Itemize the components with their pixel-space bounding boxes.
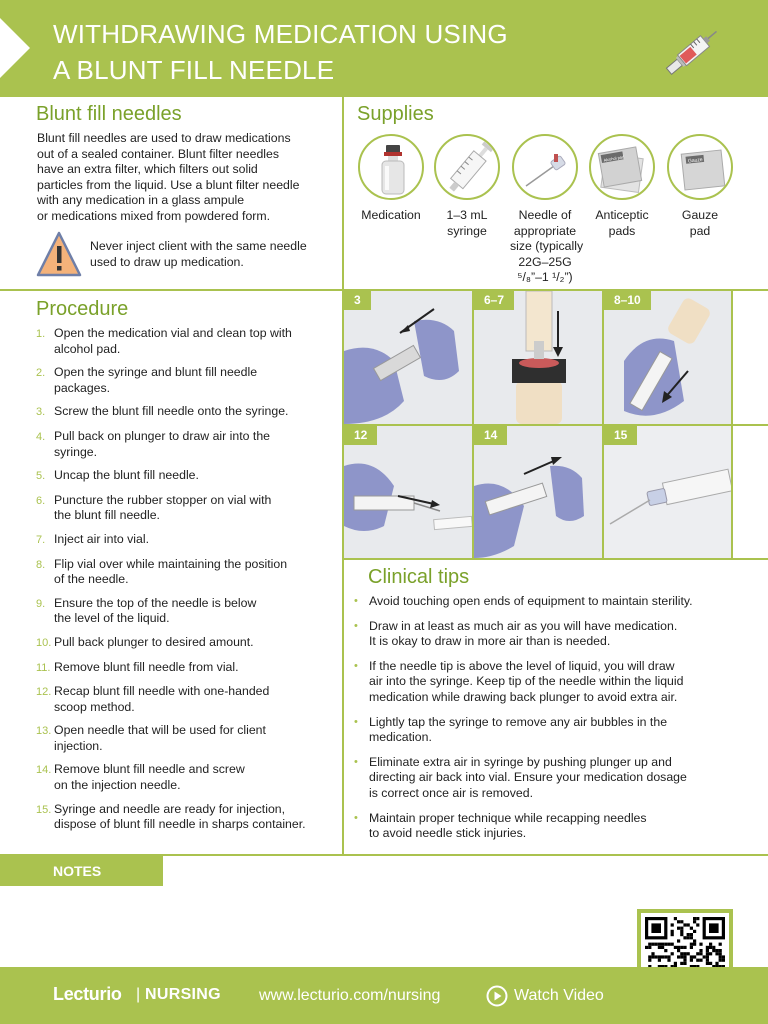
- blunt-section-title: Blunt fill needles: [36, 103, 182, 125]
- change-needle-illustration: [474, 426, 602, 558]
- photo-step-14: [474, 426, 602, 558]
- procedure-step: 10. Pull back plunger to desired amount.: [36, 634, 254, 649]
- footer-separator: |: [136, 986, 141, 1003]
- tip-item: • Eliminate extra air in syringe by pushing plunger up and directing air back into vial. Ensure your medication dosage is correct once air is removed.: [354, 754, 687, 800]
- alcohol-pad-icon: [591, 136, 655, 200]
- tip-item: • Lightly tap the syringe to remove any air bubbles in the medication.: [354, 714, 668, 745]
- photo-step-15: [604, 426, 731, 558]
- supply-medication: Medication: [356, 134, 426, 224]
- procedure-step: 1. Open the medication vial and clean top with alcohol pad.: [36, 326, 292, 356]
- procedure-section-title: Procedure: [36, 298, 129, 320]
- bullet-icon: •: [354, 811, 358, 824]
- tip-item: • Draw in at least as much air as you will have medication. It is okay to draw in more air than is needed.: [354, 618, 678, 649]
- photo-step-12: [344, 426, 472, 558]
- recap-needle-illustration: [344, 426, 472, 558]
- syringe-icon: [436, 136, 500, 200]
- tip-item: • Avoid touching open ends of equipment to maintain sterility.: [354, 594, 693, 608]
- blunt-description: Blunt fill needles are used to draw medications out of a sealed container. Blunt filter needles have an extra filter, which filters out solid particles from the liquid. Use a blunt filter needle with any medication in a glass ampule or medications mixed from powdered form.: [37, 131, 300, 223]
- procedure-step: 13. Open needle that will be used for client injection.: [36, 723, 266, 753]
- screw-needle-illustration: [344, 291, 472, 424]
- warning-icon: [36, 230, 82, 278]
- procedure-step: 6. Puncture the rubber stopper on vial with the blunt fill needle.: [36, 492, 272, 523]
- bullet-icon: •: [354, 595, 358, 607]
- photo-step-tag: 12: [344, 426, 377, 445]
- watch-video-link[interactable]: Watch Video: [514, 987, 604, 1004]
- procedure-step: 7. Inject air into vial.: [36, 531, 150, 546]
- procedure-step: 11. Remove blunt fill needle from vial.: [36, 659, 239, 674]
- page-title: [53, 16, 508, 88]
- photo-grid-right-border: [731, 291, 733, 558]
- supplies-section-title: Supplies: [357, 103, 434, 125]
- photo-step-8-10: [604, 291, 731, 424]
- play-icon[interactable]: [486, 985, 508, 1007]
- procedure-step: 4. Pull back on plunger to draw air into the syringe.: [36, 428, 271, 459]
- supply-gauze-pad: Gauze Gauze pad: [665, 134, 735, 239]
- procedure-step: 14. Remove blunt fill needle and screw on the injection needle.: [36, 762, 245, 793]
- tip-item: • Maintain proper technique while recapping needles to avoid needle stick injuries.: [354, 810, 647, 841]
- photo-step-tag: 15: [604, 426, 637, 445]
- syringe-icon: [660, 20, 724, 84]
- photo-step-3: [344, 291, 472, 424]
- procedure-step: 5. Uncap the blunt fill needle.: [36, 468, 199, 483]
- bullet-icon: •: [354, 755, 358, 768]
- flip-vial-illustration: [604, 291, 731, 424]
- warning-text: Never inject client with the same needle used to draw up medication.: [90, 239, 307, 269]
- procedure-step: 2. Open the syringe and blunt fill needle packages.: [36, 365, 258, 395]
- ready-syringe-illustration: [604, 426, 731, 558]
- title-line-2: A BLUNT FILL NEEDLE: [53, 55, 335, 85]
- photo-step-tag: 3: [344, 291, 371, 310]
- notes-label: NOTES: [0, 856, 163, 886]
- photo-step-6-7: [474, 291, 602, 424]
- gauze-text: Gauze: [687, 156, 703, 165]
- gauze-icon: [669, 136, 733, 200]
- photo-grid-bottom: [344, 558, 768, 560]
- vial-icon: [360, 136, 424, 200]
- supply-antiseptic-pads: Alcohol pad Anticeptic pads: [587, 134, 657, 239]
- procedure-step: 12. Recap blunt fill needle with one-handed scoop method.: [36, 684, 270, 714]
- lecturio-logo[interactable]: Lecturio: [53, 984, 122, 1004]
- procedure-list: [36, 326, 340, 833]
- bullet-icon: •: [354, 619, 358, 632]
- tip-item: • If the needle tip is above the level of liquid, you will draw air into the syringe. Keep tip of the needle within the liquid medication while drawing back plunger to avoid extra air.: [354, 658, 684, 704]
- photo-step-tag: 14: [474, 426, 507, 445]
- footer-section-label: NURSING: [145, 986, 221, 1003]
- puncture-vial-illustration: [474, 291, 602, 424]
- tips-list: [352, 594, 742, 842]
- photo-step-tag: 6–7: [474, 291, 514, 310]
- tips-section-title: Clinical tips: [368, 566, 470, 588]
- procedure-step: 9. Ensure the top of the needle is below the level of the liquid.: [36, 595, 257, 626]
- chevron-right-icon: [0, 0, 30, 97]
- photo-step-tag: 8–10: [604, 291, 651, 310]
- procedure-step: 8. Flip vial over while maintaining the position of the needle.: [36, 556, 288, 587]
- page-footer: [0, 967, 768, 1024]
- page-header: [0, 0, 768, 97]
- title-line-1: WITHDRAWING MEDICATION USING: [53, 19, 508, 49]
- supply-needle: Needle of appropriate size (typically 22G–25G ⁵/₈”–1 ¹/₂”): [510, 134, 580, 286]
- bullet-icon: •: [354, 715, 358, 728]
- supply-syringe: 1–3 mL syringe: [432, 134, 502, 239]
- bullet-icon: •: [354, 659, 358, 672]
- procedure-step: 15. Syringe and needle are ready for injection, dispose of blunt fill needle in sharps container.: [36, 801, 306, 832]
- alcohol-pad-text: Alcohol pad: [603, 154, 625, 163]
- needle-icon: [514, 136, 578, 200]
- website-link[interactable]: www.lecturio.com/nursing: [259, 987, 441, 1004]
- procedure-step: 3. Screw the blunt fill needle onto the syringe.: [36, 404, 289, 419]
